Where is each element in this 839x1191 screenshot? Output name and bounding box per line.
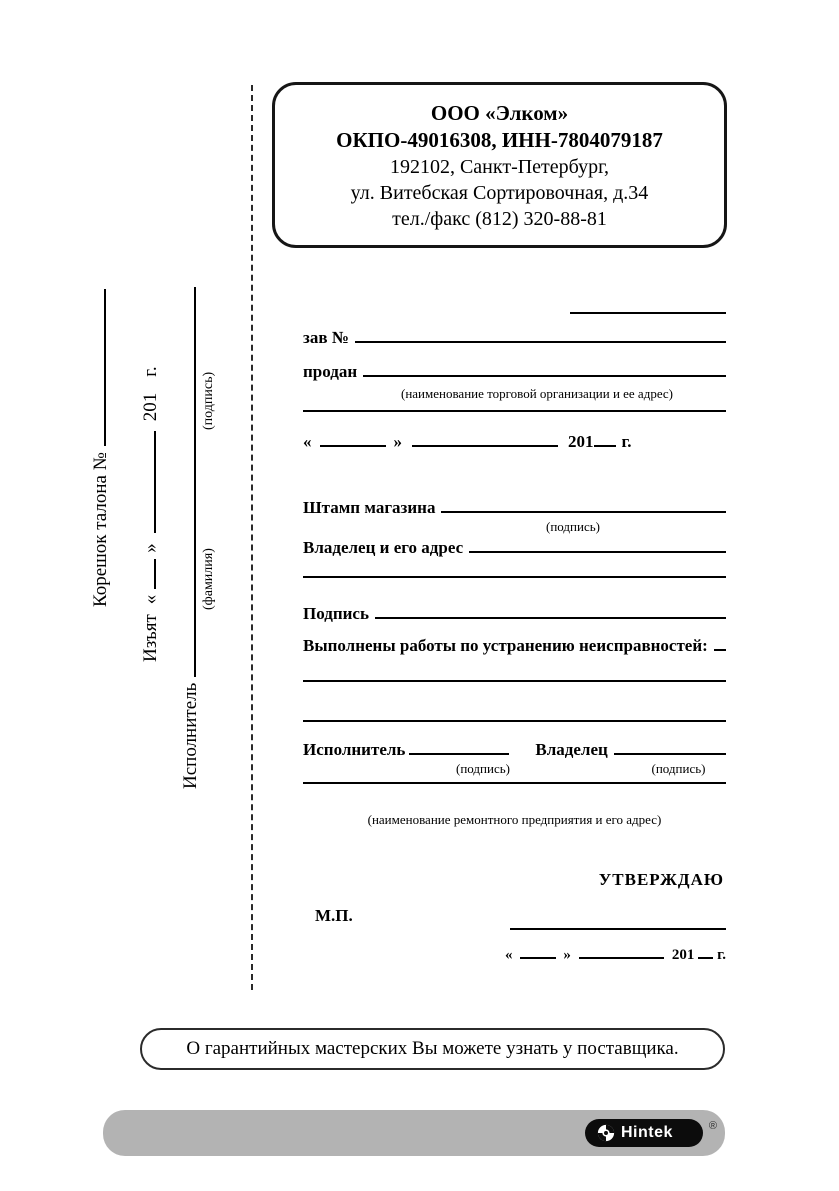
stub-removed-label: Изъят	[140, 614, 161, 662]
date-close-quote: »	[393, 432, 402, 451]
company-codes: ОКПО-49016308, ИНН-7804079187	[336, 128, 663, 152]
stub-executor-line	[177, 287, 202, 789]
sold-caption: (наименование торговой организации и ее адрес)	[400, 386, 674, 401]
serial-label: зав №	[303, 328, 349, 347]
mp-label: М.П.	[315, 906, 353, 925]
registered-trademark-symbol: ®	[708, 1120, 717, 1132]
stamp-blank	[441, 496, 726, 513]
stub-removed-line	[137, 366, 162, 662]
approve-close-quote: »	[563, 947, 571, 963]
company-info-box	[272, 82, 727, 248]
approve-label: УТВЕРЖДАЮ	[598, 870, 724, 889]
stamp-signature-caption: (подпись)	[546, 519, 600, 534]
approve-year: 201	[671, 947, 695, 963]
works-line-1	[303, 680, 726, 682]
approve-open-quote: «	[505, 947, 513, 963]
warranty-notice-text: О гарантийных мастерских Вы можете узнать у поставщика.	[186, 1038, 679, 1059]
swirl-icon	[597, 1124, 615, 1142]
date-open-quote: «	[303, 432, 312, 451]
stub-executor-blank	[177, 287, 196, 677]
works-line-2	[303, 720, 726, 722]
date-year-blank	[594, 430, 616, 447]
serial-top-blank-line	[570, 312, 726, 314]
stub-year-suffix: г.	[140, 366, 161, 377]
stub-day-blank	[137, 559, 156, 589]
sold-blank	[363, 360, 726, 377]
works-blank	[714, 634, 726, 651]
executor-label: Исполнитель	[303, 740, 406, 759]
date-year-suffix: г.	[621, 432, 632, 451]
executor-signature-caption: (подпись)	[456, 761, 510, 776]
stub-title: Корешок талона №	[90, 452, 111, 607]
warranty-notice-box	[140, 1028, 725, 1070]
repair-caption: (наименование ремонтного предприятия и его адрес)	[367, 812, 662, 827]
owner-label: Владелец	[535, 740, 608, 759]
company-address-line1: 192102, Санкт-Петербург,	[389, 156, 610, 178]
approve-day-blank	[520, 942, 557, 959]
works-row	[303, 634, 726, 656]
owner-address-continuation-line	[303, 576, 726, 578]
coupon-stub-section	[85, 285, 225, 795]
brand-name: Hintek	[621, 1124, 673, 1141]
sold-label: продан	[303, 362, 358, 381]
owner-blank	[614, 738, 726, 755]
approve-date-row	[505, 942, 726, 964]
stamp-row	[303, 496, 726, 518]
stub-signature-caption: (подпись)	[201, 371, 216, 430]
stub-title-blank	[87, 289, 106, 446]
executor-owner-row	[303, 738, 726, 760]
stub-title-line	[87, 289, 112, 607]
stub-year: 201	[140, 392, 161, 422]
executor-blank	[409, 738, 509, 755]
stub-open-quote: «	[140, 594, 161, 605]
stub-surname-caption: (фамилия)	[201, 548, 216, 610]
stub-close-quote: »	[140, 543, 161, 553]
company-name: ООО «Элком»	[430, 101, 569, 125]
sold-continuation-line	[303, 410, 726, 412]
perforation-dashed-line	[251, 85, 253, 990]
date-day-blank	[320, 430, 386, 447]
brand-bar	[103, 1110, 725, 1156]
sold-row	[303, 360, 726, 382]
stub-captions-line	[201, 285, 219, 795]
date-month-blank	[412, 430, 558, 447]
date-year: 201	[568, 432, 594, 451]
warranty-form	[303, 300, 726, 990]
stamp-label: Штамп магазина	[303, 498, 436, 517]
owner-address-row	[303, 536, 726, 558]
serial-blank	[355, 326, 726, 343]
approve-year-blank	[698, 942, 713, 959]
owner-address-label: Владелец и его адрес	[303, 538, 464, 557]
stub-month-blank	[137, 431, 156, 533]
signature-row	[303, 602, 726, 624]
sale-date-row	[303, 430, 726, 452]
approve-month-blank	[579, 942, 664, 959]
stub-executor-label: Исполнитель	[180, 682, 201, 789]
signature-blank	[375, 602, 726, 619]
signature-label: Подпись	[303, 604, 369, 623]
serial-row	[303, 326, 726, 348]
repair-name-line	[303, 782, 726, 784]
approve-signature-line	[510, 928, 726, 930]
owner-signature-caption: (подпись)	[651, 761, 706, 776]
works-label: Выполнены работы по устранению неисправностей:	[303, 636, 708, 655]
company-phone: тел./факс (812) 320-88-81	[392, 208, 607, 230]
company-address-line2: ул. Витебская Сортировочная, д.34	[350, 182, 649, 204]
approve-year-suffix: г.	[717, 947, 726, 963]
hintek-logo	[585, 1119, 703, 1147]
owner-address-blank	[469, 536, 726, 553]
